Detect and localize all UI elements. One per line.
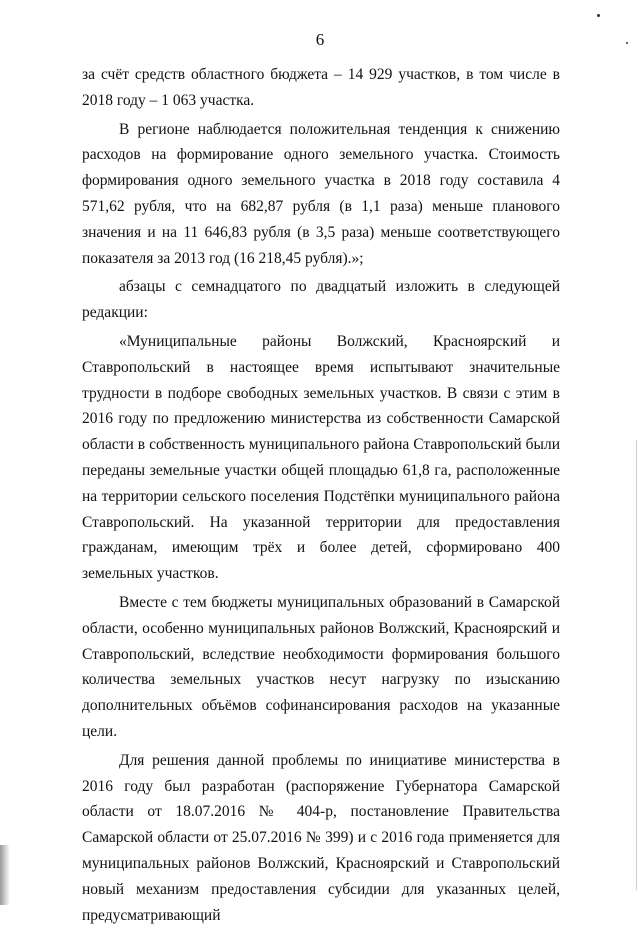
scan-speck (597, 14, 600, 17)
paragraph: за счёт средств областного бюджета – 14 929 участков, в том числе в 2018 году – 1 063 участка. (82, 66, 560, 109)
scan-edge-shadow (0, 845, 10, 905)
document-body (82, 62, 560, 928)
page-number: 6 (315, 30, 325, 49)
scan-edge-line (636, 440, 637, 890)
paragraph: Вместе с тем бюджеты муниципальных образований в Самарской области, особенно муниципальных районов Волжский, Красноярский и Ставропольский, вследствие необходимости формирования большого количества земельных участков несут нагрузку по изысканию дополнительных объёмов софинансирования расходов на указанные цели. (82, 593, 560, 740)
paragraph: абзацы с семнадцатого по двадцатый изложить в следующей редакции: (82, 278, 560, 322)
paragraph: В регионе наблюдается положительная тенденция к снижению расходов на формирование одного земельного участка. Стоимость формирования одного земельного участка в 2018 году составила 4 571,62 рубля, что на 682,87 рубля (в 1,1 раза) меньше планового значения и на 11 646,83 рубля (в 3,5 раза) меньше соответствующего показателя за 2013 год (16 218,45 рубля).»; (82, 120, 560, 267)
paragraph: Для решения данной проблемы по инициативе министерства в 2016 году был разработан (распоряжение Губернатора Самарской области от 18.07.2016 № 404-р, постановление Правительства Самарской области от 25.07.2016 № 399) и с 2016 года применяется для муниципальных районов Волжский, Красноярский и Ставропольский новый механизм предоставления субсидии для указанных целей, предусматривающий (82, 751, 560, 924)
paragraph: «Муниципальные районы Волжский, Красноярский и Ставропольский в настоящее время испытывают значительные трудности в подборе свободных земельных участков. В связи с этим в 2016 году по предложению министерства из собственности Самарской области в собственность муниципального района Ставропольский были переданы земельные участки общей площадью 61,8 га, расположенные на территории сельского поселения Подстёпки муниципального района Ставропольский. На указанной территории для предоставления гражданам, имеющим трёх и более детей, сформировано 400 земельных участков. (82, 332, 560, 583)
